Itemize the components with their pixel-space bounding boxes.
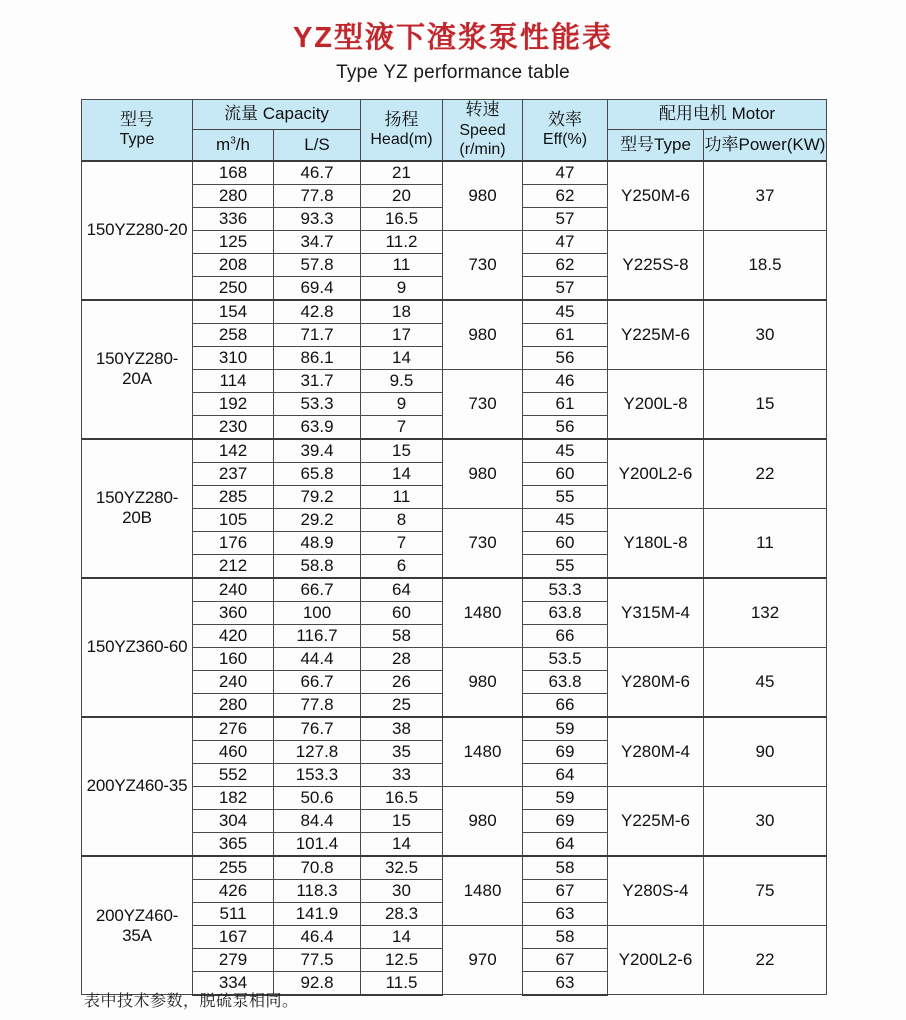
cell-head: 20 [361, 184, 443, 207]
cell-capacity-m3h: 334 [193, 971, 274, 995]
cell-head: 26 [361, 670, 443, 693]
cell-head: 14 [361, 925, 443, 948]
cell-head: 30 [361, 879, 443, 902]
cell-motor-power: 15 [704, 369, 827, 439]
cell-capacity-ls: 71.7 [274, 323, 361, 346]
header-speed-en: Speed [459, 121, 506, 139]
header-motor-label: 配用电机 Motor [658, 104, 776, 124]
cell-capacity-m3h: 160 [193, 647, 274, 670]
cell-head: 12.5 [361, 948, 443, 971]
cell-efficiency: 64 [523, 763, 608, 786]
cell-head: 14 [361, 832, 443, 856]
cubic-superscript: 3 [230, 135, 236, 146]
cell-head: 33 [361, 763, 443, 786]
cell-speed: 1480 [443, 856, 523, 926]
page-title-english: Type YZ performance table [336, 62, 570, 84]
cell-head: 9 [361, 276, 443, 300]
cell-capacity-m3h: 105 [193, 508, 274, 531]
table-row [82, 856, 827, 880]
cell-motor-power: 132 [704, 578, 827, 648]
cell-efficiency: 59 [523, 717, 608, 741]
table-row [82, 786, 827, 809]
cell-efficiency: 58 [523, 856, 608, 880]
cell-motor-power: 30 [704, 786, 827, 856]
cell-capacity-m3h: 182 [193, 786, 274, 809]
cell-efficiency: 57 [523, 207, 608, 230]
cell-model: 200YZ460-35A [82, 856, 193, 995]
cell-motor-power: 37 [704, 161, 827, 231]
cell-capacity-m3h: 240 [193, 578, 274, 602]
cell-efficiency: 66 [523, 624, 608, 647]
table-row [82, 508, 827, 531]
header-capacity-ls: L/S [274, 130, 361, 161]
cell-motor-power: 11 [704, 508, 827, 578]
cell-motor-power: 45 [704, 647, 827, 717]
cell-speed: 980 [443, 786, 523, 856]
cell-motor-type: Y225M-6 [608, 786, 704, 856]
cell-capacity-m3h: 167 [193, 925, 274, 948]
cell-capacity-ls: 39.4 [274, 439, 361, 463]
cell-motor-type: Y280M-6 [608, 647, 704, 717]
cell-motor-type: Y180L-8 [608, 508, 704, 578]
cell-efficiency: 67 [523, 879, 608, 902]
cell-motor-type: Y200L-8 [608, 369, 704, 439]
cell-speed: 1480 [443, 578, 523, 648]
cell-capacity-ls: 101.4 [274, 832, 361, 856]
cell-capacity-ls: 141.9 [274, 902, 361, 925]
cell-efficiency: 46 [523, 369, 608, 392]
table-body [82, 161, 827, 995]
cell-head: 58 [361, 624, 443, 647]
header-efficiency-en: Eff(%) [542, 131, 588, 149]
cell-speed: 1480 [443, 717, 523, 787]
cell-head: 15 [361, 439, 443, 463]
cell-speed: 980 [443, 161, 523, 231]
table-header [82, 100, 827, 161]
cell-capacity-m3h: 142 [193, 439, 274, 463]
cell-model: 150YZ280-20B [82, 439, 193, 578]
cell-capacity-m3h: 192 [193, 392, 274, 415]
performance-table [81, 99, 827, 996]
header-type-cn: 型号 [120, 109, 154, 129]
cell-capacity-ls: 79.2 [274, 485, 361, 508]
table-row [82, 647, 827, 670]
cell-capacity-m3h: 336 [193, 207, 274, 230]
cell-efficiency: 63 [523, 971, 608, 995]
cell-model: 150YZ280-20A [82, 300, 193, 439]
cell-efficiency: 66 [523, 693, 608, 717]
cell-capacity-m3h: 279 [193, 948, 274, 971]
cell-efficiency: 53.3 [523, 578, 608, 602]
cell-head: 9.5 [361, 369, 443, 392]
cell-capacity-m3h: 365 [193, 832, 274, 856]
cell-capacity-ls: 77.8 [274, 693, 361, 717]
cell-capacity-m3h: 168 [193, 161, 274, 185]
header-speed-unit: (r/min) [459, 141, 506, 159]
cell-capacity-m3h: 310 [193, 346, 274, 369]
header-motor [608, 100, 827, 130]
cell-head: 17 [361, 323, 443, 346]
cell-efficiency: 63.8 [523, 670, 608, 693]
cell-capacity-m3h: 280 [193, 693, 274, 717]
cell-capacity-ls: 58.8 [274, 554, 361, 578]
cell-motor-type: Y200L2-6 [608, 439, 704, 509]
cell-motor-type: Y200L2-6 [608, 925, 704, 995]
cell-speed: 970 [443, 925, 523, 995]
table-row [82, 578, 827, 602]
cell-efficiency: 47 [523, 230, 608, 253]
cell-capacity-m3h: 240 [193, 670, 274, 693]
cell-motor-type: Y280M-4 [608, 717, 704, 787]
cell-capacity-ls: 66.7 [274, 670, 361, 693]
cell-capacity-ls: 66.7 [274, 578, 361, 602]
cell-capacity-ls: 76.7 [274, 717, 361, 741]
table-row [82, 230, 827, 253]
cell-head: 11.5 [361, 971, 443, 995]
cell-head: 8 [361, 508, 443, 531]
cell-capacity-ls: 77.5 [274, 948, 361, 971]
cell-capacity-ls: 93.3 [274, 207, 361, 230]
header-motor-power: 功率Power(KW) [704, 130, 827, 161]
cell-head: 60 [361, 601, 443, 624]
cell-efficiency: 45 [523, 439, 608, 463]
header-head [361, 100, 443, 161]
cell-capacity-m3h: 460 [193, 740, 274, 763]
cell-head: 9 [361, 392, 443, 415]
cell-motor-power: 22 [704, 439, 827, 509]
cell-efficiency: 45 [523, 508, 608, 531]
cell-efficiency: 53.5 [523, 647, 608, 670]
cell-efficiency: 45 [523, 300, 608, 324]
cell-head: 28 [361, 647, 443, 670]
cell-model: 150YZ280-20 [82, 161, 193, 300]
cell-speed: 980 [443, 647, 523, 717]
cell-capacity-ls: 70.8 [274, 856, 361, 880]
cell-capacity-m3h: 552 [193, 763, 274, 786]
cell-capacity-ls: 44.4 [274, 647, 361, 670]
header-motor-type: 型号Type [608, 130, 704, 161]
cell-motor-type: Y250M-6 [608, 161, 704, 231]
cell-capacity-m3h: 114 [193, 369, 274, 392]
table-row [82, 369, 827, 392]
cell-capacity-m3h: 208 [193, 253, 274, 276]
header-capacity-label: 流量 Capacity [224, 104, 329, 124]
table-footnote: 表中技术参数，脱硫泵相同。 [84, 993, 299, 1010]
cell-capacity-m3h: 230 [193, 415, 274, 439]
cell-speed: 730 [443, 230, 523, 300]
cell-efficiency: 60 [523, 531, 608, 554]
page-title-block [0, 0, 906, 84]
cell-speed: 730 [443, 369, 523, 439]
cell-motor-type: Y280S-4 [608, 856, 704, 926]
cell-capacity-ls: 127.8 [274, 740, 361, 763]
cell-capacity-m3h: 360 [193, 601, 274, 624]
cell-capacity-ls: 53.3 [274, 392, 361, 415]
cell-efficiency: 64 [523, 832, 608, 856]
cell-capacity-ls: 46.7 [274, 161, 361, 185]
cell-efficiency: 69 [523, 809, 608, 832]
cell-capacity-ls: 63.9 [274, 415, 361, 439]
header-type [82, 100, 193, 161]
header-row-top [82, 100, 827, 130]
cell-capacity-m3h: 125 [193, 230, 274, 253]
cell-head: 15 [361, 809, 443, 832]
header-type-en: Type [119, 131, 155, 149]
cell-motor-power: 90 [704, 717, 827, 787]
cell-capacity-m3h: 304 [193, 809, 274, 832]
cell-capacity-ls: 65.8 [274, 462, 361, 485]
cell-capacity-ls: 69.4 [274, 276, 361, 300]
cell-capacity-ls: 92.8 [274, 971, 361, 995]
cell-head: 64 [361, 578, 443, 602]
cell-capacity-m3h: 258 [193, 323, 274, 346]
cell-efficiency: 61 [523, 392, 608, 415]
cell-head: 7 [361, 415, 443, 439]
cell-capacity-ls: 42.8 [274, 300, 361, 324]
cell-capacity-m3h: 420 [193, 624, 274, 647]
cell-efficiency: 57 [523, 276, 608, 300]
cell-model: 150YZ360-60 [82, 578, 193, 717]
cell-capacity-ls: 116.7 [274, 624, 361, 647]
cell-head: 14 [361, 346, 443, 369]
cell-capacity-m3h: 426 [193, 879, 274, 902]
cell-capacity-ls: 84.4 [274, 809, 361, 832]
performance-table-wrapper [81, 99, 826, 996]
cell-capacity-ls: 153.3 [274, 763, 361, 786]
header-speed-cn: 转速 [465, 100, 500, 119]
cell-capacity-m3h: 511 [193, 902, 274, 925]
table-row [82, 161, 827, 185]
cell-capacity-ls: 50.6 [274, 786, 361, 809]
cell-speed: 980 [443, 300, 523, 370]
cell-head: 7 [361, 531, 443, 554]
header-speed [443, 100, 523, 161]
header-efficiency-cn: 效率 [548, 109, 582, 129]
cell-efficiency: 63.8 [523, 601, 608, 624]
cell-efficiency: 67 [523, 948, 608, 971]
cell-efficiency: 62 [523, 253, 608, 276]
cell-head: 14 [361, 462, 443, 485]
cell-motor-type: Y315M-4 [608, 578, 704, 648]
table-row [82, 439, 827, 463]
cell-efficiency: 63 [523, 902, 608, 925]
cell-capacity-ls: 100 [274, 601, 361, 624]
cell-efficiency: 60 [523, 462, 608, 485]
cell-capacity-m3h: 154 [193, 300, 274, 324]
cell-motor-power: 18.5 [704, 230, 827, 300]
cell-efficiency: 62 [523, 184, 608, 207]
cell-capacity-ls: 29.2 [274, 508, 361, 531]
cell-capacity-ls: 46.4 [274, 925, 361, 948]
cell-capacity-ls: 31.7 [274, 369, 361, 392]
cell-head: 11.2 [361, 230, 443, 253]
cell-efficiency: 61 [523, 323, 608, 346]
cell-capacity-m3h: 212 [193, 554, 274, 578]
cell-head: 25 [361, 693, 443, 717]
cell-capacity-ls: 48.9 [274, 531, 361, 554]
cell-efficiency: 56 [523, 346, 608, 369]
cell-efficiency: 55 [523, 485, 608, 508]
header-capacity [193, 100, 361, 130]
table-row [82, 300, 827, 324]
table-row [82, 925, 827, 948]
cell-efficiency: 55 [523, 554, 608, 578]
cell-motor-type: Y225S-8 [608, 230, 704, 300]
cell-capacity-ls: 118.3 [274, 879, 361, 902]
cell-speed: 730 [443, 508, 523, 578]
cell-head: 16.5 [361, 207, 443, 230]
table-row [82, 717, 827, 741]
cell-motor-type: Y225M-6 [608, 300, 704, 370]
cell-capacity-ls: 77.8 [274, 184, 361, 207]
cell-efficiency: 58 [523, 925, 608, 948]
page-title-chinese: YZ型液下渣浆泵性能表 [292, 22, 614, 54]
cell-speed: 980 [443, 439, 523, 509]
cell-motor-power: 22 [704, 925, 827, 995]
cell-head: 18 [361, 300, 443, 324]
cell-capacity-m3h: 237 [193, 462, 274, 485]
cell-capacity-m3h: 285 [193, 485, 274, 508]
header-capacity-m3h: $m^3/h$ [193, 130, 274, 161]
cell-capacity-m3h: 176 [193, 531, 274, 554]
cell-capacity-ls: 86.1 [274, 346, 361, 369]
cell-model: 200YZ460-35 [82, 717, 193, 856]
cell-capacity-m3h: 280 [193, 184, 274, 207]
cell-head: 11 [361, 485, 443, 508]
cell-head: 32.5 [361, 856, 443, 880]
cell-motor-power: 75 [704, 856, 827, 926]
header-head-en: Head(m) [370, 131, 433, 149]
cell-capacity-m3h: 250 [193, 276, 274, 300]
cell-head: 11 [361, 253, 443, 276]
cell-motor-power: 30 [704, 300, 827, 370]
cell-head: 38 [361, 717, 443, 741]
cell-head: 21 [361, 161, 443, 185]
cell-head: 28.3 [361, 902, 443, 925]
cell-capacity-ls: 57.8 [274, 253, 361, 276]
header-efficiency [523, 100, 608, 161]
cell-head: 6 [361, 554, 443, 578]
header-head-cn: 扬程 [384, 109, 419, 129]
cell-efficiency: 69 [523, 740, 608, 763]
cell-capacity-ls: 34.7 [274, 230, 361, 253]
cell-efficiency: 59 [523, 786, 608, 809]
cell-head: 35 [361, 740, 443, 763]
cell-efficiency: 56 [523, 415, 608, 439]
cell-efficiency: 47 [523, 161, 608, 185]
cell-capacity-m3h: 255 [193, 856, 274, 880]
cell-capacity-m3h: 276 [193, 717, 274, 741]
cell-head: 16.5 [361, 786, 443, 809]
